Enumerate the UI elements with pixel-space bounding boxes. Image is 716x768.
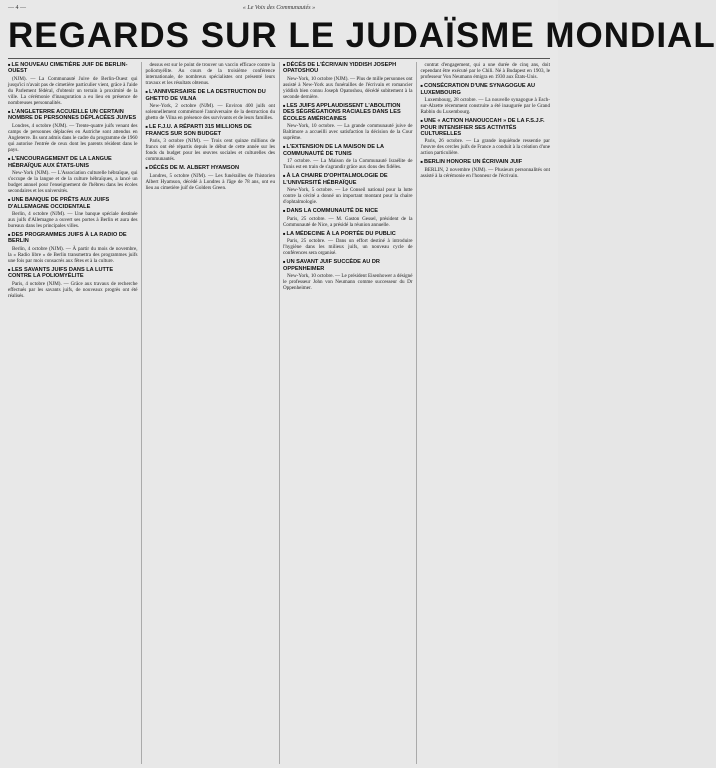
article (8, 267, 138, 299)
article-body: Paris, 25 octobre. — Dans un effort destiné à introduire l'hygiène dans les milieux juifs, un nouveau cycle de conférences sera organisé. (283, 238, 413, 257)
article (421, 83, 551, 115)
article-title: ■ L'EXTENSION DE LA MAISON DE LA COMMUNAUTÉ DE TUNIS (283, 144, 413, 157)
article (146, 165, 276, 191)
article (283, 231, 413, 257)
article-body: Luxembourg, 28 octobre. — La nouvelle synagogue à Esch-sur-Alzette récemment construite a été inaugurée par le Grand Rabbin du Luxembourg. (420, 96, 550, 116)
headline-rule (8, 58, 550, 59)
article-body: Berlin, 4 octobre (NJM). — À partir du mois de novembre, la « Radio libre » de Berlin transmettra des programmes juifs une fois par mois consacrés aux fêtes et à la culture. (8, 245, 138, 264)
text-column-2 (146, 62, 276, 764)
article (283, 173, 413, 205)
article-columns (8, 62, 550, 764)
article-title: ■ LES SAVANTS JUIFS DANS LA LUTTE CONTRE LA POLIOMYÉLITE (8, 267, 138, 280)
article-body: New-York, 2 octobre (NJM). — Environ 400 juifs ont solennellement commémoré l'anniversaire de la destruction du ghetto de Vilna en présence des survivants et de leurs familles. (145, 103, 275, 122)
article (421, 159, 551, 179)
article-title: ■ DANS LA COMMUNAUTÉ DE NICE (283, 208, 413, 214)
article (146, 124, 276, 162)
article (283, 259, 413, 291)
article-title: ■ À LA CHAIRE D'OPHTALMOLOGIE DE L'UNIVERSITÉ HÉBRAÏQUE (283, 173, 413, 186)
page-header (8, 3, 550, 13)
article-body: New-York, 5 octobre. — Le Conseil national pour la lutte contre la cécité a donné un important montant pour la chaire d'ophtalmologie. (283, 187, 413, 206)
article-body: BERLIN, 2 novembre (NJM). — Plusieurs personnalités ont assisté à la cérémonie en l'honneur de l'écrivain. (420, 166, 550, 179)
article (283, 208, 413, 228)
article-body: Londres, 4 octobre (NJM). — Trente-quatre juifs venant des camps de personnes déplacées en Autriche sont attendus en Angleterre. Ils sont admis dans le cadre du programme de 1960 qui autorise l'entrée de ceux dont les parents résident dans le pays. (8, 122, 138, 154)
article (8, 156, 138, 194)
article-body: dessus est sur le point de trouver un vaccin efficace contre la poliomyélite. Au cours de la troisième conférence internationale, de nombreux spécialistes ont présenté leurs travaux et les résultats obtenus. (145, 62, 275, 87)
publication-name: « Le Voix des Communautés » (242, 5, 316, 11)
article-body: 17 octobre. — La Maison de la Communauté Israélite de Tunis est en train de s'agrandir grâce aux dons des fidèles. (283, 158, 413, 171)
article (8, 197, 138, 229)
article-body: New-York, 10 octobre (NJM). — Plus de mille personnes ont assisté à New-York aux funérailles de l'écrivain et romancier yiddish bien connu Joseph Opatoshou, décédé subitement à la seconde dernière. (283, 75, 413, 100)
article (283, 103, 413, 141)
article-body: Paris, 3 octobre (NJM). — Trois cent quinze millions de francs ont été répartis depuis le début de cette année sur les fonds du budget pour les œuvres sociales et culturelles des communautés. (145, 137, 275, 163)
article-title: ■ LA MÉDECINE À LA PORTÉE DU PUBLIC (283, 231, 413, 237)
article-title: ■ LE F.J.U. A RÉPARTI 315 MILLIONS DE FRANCS SUR SON BUDGET (146, 124, 276, 137)
article-title: ■ L'ANNIVERSAIRE DE LA DESTRUCTION DU GHETTO DE VILNA (146, 89, 276, 102)
text-column-4 (421, 62, 551, 764)
article-title: ■ L'ENCOURAGEMENT DE LA LANGUE HÉBRAÏQUE AUX ÉTATS-UNIS (8, 156, 138, 169)
article (421, 62, 551, 80)
article-title: ■ DÉCÈS DE M. ALBERT HYAMSON (146, 165, 276, 171)
page-headline: REGARDS SUR LE JUDAÏSME MONDIAL (8, 16, 716, 55)
article-title: ■ UN SAVANT JUIF SUCCÈDE AU DR OPPENHEIMER (283, 259, 413, 272)
article-title: ■ LE NOUVEAU CIMETIÈRE JUIF DE BERLIN-OUEST (8, 62, 138, 75)
article (8, 62, 138, 106)
article-body: Berlin, 4 octobre (NJM). — Une banque spéciale destinée aux juifs d'Allemagne a ouvert ses portes à Berlin et aura des bureaux dans les principales villes. (8, 210, 138, 229)
article-title: ■ UNE BANQUE DE PRÊTS AUX JUIFS D'ALLEMAGNE OCCIDENTALE (8, 197, 138, 210)
article-body: New-York, 10 octobre. — La grande communauté juive de Baltimore a accueilli avec satisfaction la décision de la Cour suprême. (283, 123, 413, 142)
article-body: Londres, 5 octobre (NJM). — Les funérailles de l'historien Albert Hyamson, décédé à Londres à l'âge de 78 ans, ont eu lieu au cimetière juif de Golders Green. (145, 172, 275, 191)
article-title: ■ CONSÉCRATION D'UNE SYNAGOGUE AU LUXEMBOURG (421, 83, 551, 96)
text-column-1 (8, 62, 138, 764)
page-number: — 4 — (8, 5, 26, 11)
article-title: ■ UNE « ACTION HANOUCCAH » DE LA F.S.J.F. POUR INTENSIFIER SES ACTIVITÉS CULTURELLES (421, 118, 551, 137)
article (146, 89, 276, 121)
article-body: Paris, 25 octobre. — M. Gaston Gessel, président de la Communauté de Nice, a présidé la réunion annuelle. (283, 215, 413, 228)
article-body: Paris, 4 octobre (NJM). — Grâce aux travaux de recherche effectués par les savants juifs, de nouveaux progrès ont été réalisés. (8, 280, 138, 299)
article-body: New-York (NJM). — L'Association culturelle hébraïque, qui s'occupe de la langue et de la culture hébraïques, a lancé un budget annuel pour l'enseignement de l'hébreu dans les écoles secondaires et les universités. (8, 169, 138, 195)
article (421, 118, 551, 156)
article-body: contrat d'engagement, qui a une durée de cinq ans, doit cependant être exécuté par le Chili. Né à Budapest en 1903, le professeur Von Neumann émigra en 1930 aux États-Unis. (420, 62, 550, 81)
article-body: Paris, 26 octobre. — La grande inquiétude ressentie par l'œuvre des cercles juifs de France a conduit à la création d'une action particulière. (420, 138, 550, 157)
article-title: ■ DÉCÈS DE L'ÉCRIVAIN YIDDISH JOSEPH OPATOSHOU (283, 62, 413, 75)
article (283, 62, 413, 100)
article (146, 62, 276, 86)
article-body: New-York, 10 octobre. — Le président Eisenhower a désigné le professeur John von Neumann comme successeur du Dr Oppenheimer. (283, 273, 413, 292)
article-title: ■ DES PROGRAMMES JUIFS À LA RADIO DE BERLIN (8, 232, 138, 245)
article-title: ■ BERLIN HONORE UN ÉCRIVAIN JUIF (421, 159, 551, 165)
article-title: ■ L'ANGLETERRE ACCUEILLE UN CERTAIN NOMBRE DE PERSONNES DÉPLACÉES JUIVES (8, 109, 138, 122)
text-column-3 (283, 62, 413, 764)
article-title: ■ LES JUIFS APPLAUDISSENT L'ABOLITION DES SÉGRÉGATIONS RACIALES DANS LES ÉCOLES AMÉRICAINES (283, 103, 413, 122)
article (8, 109, 138, 153)
article (8, 232, 138, 264)
article-body: (NJM). — La Communauté Juive de Berlin-Ouest qui jusqu'ici n'avait pas de cimetière particulier vient, grâce à l'aide du Parlement fédéral, d'obtenir un terrain à proximité de la ville. La cérémonie d'inauguration a eu lieu en présence de nombreuses personnalités. (8, 75, 138, 106)
article (283, 144, 413, 170)
